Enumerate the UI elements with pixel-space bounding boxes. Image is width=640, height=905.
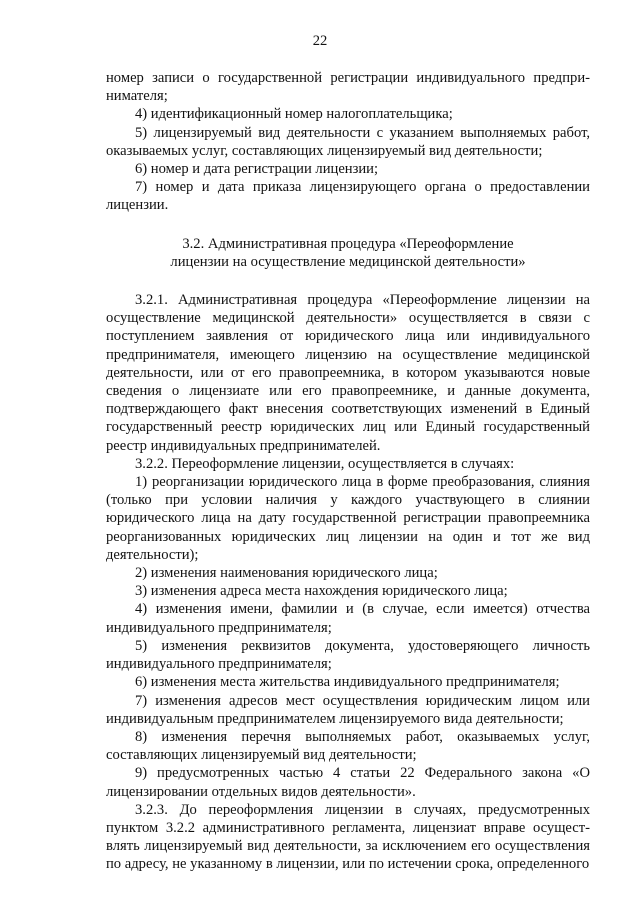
page-number: 22 (312, 33, 328, 49)
section-heading-line1: 3.2. Административная процедура «Переоформление (182, 235, 514, 252)
list-item: 5) изменения реквизитов документа, удостоверяющего личность индивидуального предпринимателя; (106, 637, 590, 673)
list-item: 4) изменения имени, фамилии и (в случае, если имеется) отчества индивидуального предпринимателя; (106, 601, 590, 636)
list-item: 1) реорганизации юридического лица в форме преобразования, слияния (только при условии наличия у каждого участвующего в слиянии юридического лица на дату государственной регистрации правопреемника реорганизованных юридических лиц лицензии на один и тот же вид деятельности); (106, 474, 590, 563)
list-item: 3) изменения адреса места нахождения юридического лица; (135, 583, 508, 600)
list-item: 2) изменения наименования юридического лица; (135, 565, 438, 582)
list-item: 4) идентификационный номер налогоплательщика; (135, 106, 453, 123)
list-item: 6) номер и дата регистрации лицензии; (135, 161, 379, 178)
section-heading (106, 235, 590, 271)
paragraph: номер записи о государственной регистрации индивидуального предпринимателя; (106, 70, 590, 105)
list-item: 9) предусмотренных частью 4 статьи 22 Федерального закона «О лицензировании отдельных видов деятельности». (106, 765, 590, 800)
paragraph-3-2-1: 3.2.1. Административная процедура «Переоформление лицензии на осуществление медицинской деятельности» осуществляется в связи с поступлением заявления от юридического лица или индивидуального предпринимателя, имеющего лицензию на осуществление медицинской деятельности, или от его правопреемника, в котором указываются новые сведения о лицензиате или его правопреемнике, и данные документа, подтверждающего факт внесения соответствующих изменений в Единый государственный реестр юридических лиц или Единый государственный реестр индивидуальных предпринимателей. (106, 292, 590, 454)
section-heading-line2: лицензии на осуществление медицинской деятельности» (170, 253, 526, 270)
paragraph-3-2-2: 3.2.2. Переоформление лицензии, осуществляется в случаях: (135, 455, 515, 472)
document-body (106, 69, 590, 874)
list-item: 6) изменения места жительства индивидуального предпринимателя; (135, 674, 560, 691)
list-item: 5) лицензируемый вид деятельности с указанием выполняемых работ, оказываемых услуг, составляющих лицензируемый вид деятельности; (106, 124, 590, 159)
list-item: 7) номер и дата приказа лицензирующего органа о предоставлении лицензии. (106, 179, 590, 214)
list-item: 8) изменения перечня выполняемых работ, оказываемых услуг, составляющих лицензируемый вид деятельности; (106, 728, 590, 764)
paragraph-3-2-3: 3.2.3. До переоформления лицензии в случаях, предусмотренных пунктом 3.2.2 административного регламента, лицензиат вправе осуществлять лицензируемый вид деятельности, за исключением его осуществления по адресу, не указанному в лицензии, или по истечении срока, определенного (106, 801, 590, 873)
list-item: 7) изменения адресов мест осуществления юридическим лицом или индивидуальным предпринимателем лицензируемого вида деятельности; (106, 692, 590, 727)
